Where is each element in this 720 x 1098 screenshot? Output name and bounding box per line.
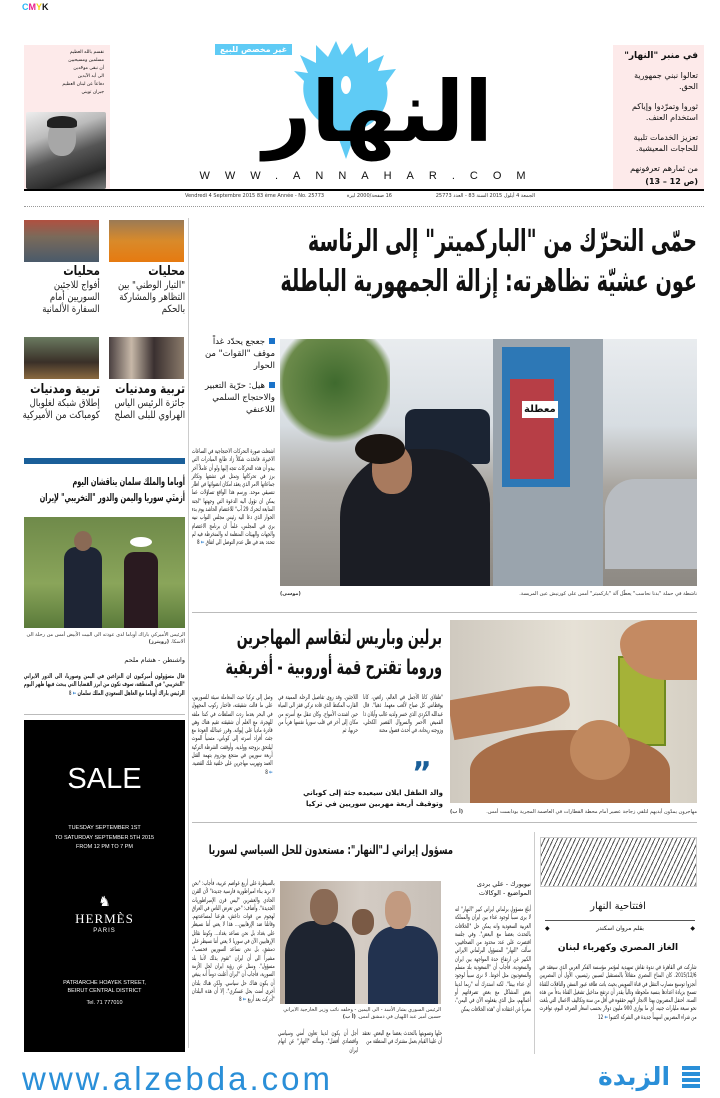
- lead-bullets: [192, 336, 275, 416]
- migrants-col: "طفلاي كانا الأجمل في العالم، رائعين، كانا يوقظانني كل صباح لألعب معهما. ذهبا". قال عبدالله الكردي الذي خسر ولديه غالب وآيلان ذا القميص الأحمر والسروال القصير الكحلي، وزوجته ريحانة، في أحدث فصول محنة: [362, 694, 443, 735]
- editorial-author: ◆ بقلم مروان اسكندر ◆: [545, 925, 695, 932]
- obama-body: قال مسؤولون أميركيون ان النزاعين في اليمن وسوريا، الى الدور الايراني "التخريبي" في المنطقة، سوف تكون من ابرز القضايا التي يبحث فيها ظهر اليوم الرئيس باراك أوباما مع العاهل السعودي الملك سلمان ← 8: [24, 673, 185, 697]
- editorial-headline[interactable]: الغاز المصري وكهرباء لبنان: [557, 943, 679, 953]
- jump-page[interactable]: 8: [69, 689, 72, 697]
- jump-arrow-icon: ←: [73, 689, 77, 697]
- teaser[interactable]: [105, 382, 185, 422]
- teaser-text: "التيار الوطني" بين التظاهر والمشاركة بالحكم: [117, 280, 185, 315]
- oath-line: دفاعاً عن لبنان العظيم: [62, 82, 104, 87]
- iran-caption: الرئيس السوري بشار الأسد - الى اليمين - وخلفه نائب وزير الخارجية الايراني حسين أمير عبد اللهيان في دمشق أمس. (أ ب): [283, 1007, 441, 1020]
- lead-photo-credit: (موسى): [280, 591, 301, 597]
- oath-line: الى أبد الآبدين: [77, 74, 104, 79]
- lead-photo-caption: ناشطة في حملة "بدنا نحاسب" يعطّل آلة "باركميتر" أمس على كورنيش عين المريسة.: [519, 591, 697, 597]
- migrants-headline[interactable]: برلين وباريس لتقاسم المهاجرين وروما تقترح قمة أوروبية - أفريقية: [225, 625, 442, 679]
- migrants-photo: [450, 620, 697, 803]
- ad-date-line: TO SATURDAY SEPTEMBER 5TH 2015: [54, 834, 155, 841]
- migrants-col: اللاجئين. وقد روى تفاصيل الرحلة المميتة في القارب المكتظ الذي قاده تركي قفز الى المياه حين اشتدت الأمواج. وكان تنقل مع أسرته من مكان إلى آخر في قلب سوريا نفسها هرباً من حربها، ثم: [277, 694, 358, 735]
- ad-sale-title: SALE: [67, 763, 142, 795]
- platform-box: [613, 45, 704, 189]
- divider: [24, 714, 185, 715]
- jump-page[interactable]: 12: [598, 1013, 604, 1021]
- diamond-icon: ◆: [690, 925, 695, 932]
- hermes-ad[interactable]: [24, 720, 185, 1052]
- jump-arrow-icon: ←: [243, 996, 247, 1004]
- quote-icon: ”: [412, 756, 432, 791]
- jump-arrow-icon: ←: [605, 1013, 609, 1021]
- column-rule: [188, 218, 189, 1048]
- teaser-section: محليات: [148, 264, 185, 279]
- horse-carriage-icon: ♞: [98, 892, 111, 909]
- watermark-logo: الزبدة: [597, 1062, 671, 1091]
- divider: [545, 920, 695, 921]
- iran-col: حلها وتسويتها بالتحدث بعضنا مع البعض. نعتقد أن علينا القيام بعمل مشترك في المنطقة من: [361, 1030, 442, 1046]
- bullet-item[interactable]: هيل: حرّية التعبير والاحتجاج السلمي اللاعنفي: [192, 380, 275, 416]
- jump-page[interactable]: 8: [265, 768, 269, 776]
- pull-quote: والد الطفل ايلان سيعيده جثة إلى كوباني وتوقيف أربعة مهربين سوريين في تركيا: [303, 789, 443, 808]
- lead-body: اشتعلت صورة التحركات الاحتجاجية في الساعات الاخيرة، فاتخذت شكلاً زاد طابع المبادرات التي يبدو أن هذه التحركات تتجه إليها ولو أن عاملاً آخر برز في تحركاتها وتمثل في تشتتها وتكاثر جماعاتها الامر الذي يعقد امكان انضوائها في اطار تنسيقي موحد. ورسم هذا الواقع تساؤلات عما يمكن ان تؤول اليه الدعوة التي وجهتها "لجنة المتابعة لتحرك 29 آب" للاعتصام الحاشد يوم بدء الحوار الذي دعا اليه رئيس مجلس النواب نبيه بري في المجلس، علماً ان برنامج الاعتصام والجهات والهيئات المنظمة له والمنخرطة فيه لم تتحدد بعد في ظل عدم التوصل الى اتفاق ← 8: [192, 448, 275, 547]
- teaser-section: تربية ومدنيات: [30, 382, 100, 397]
- teaser-text: أفواج للاجئين السوريين أمام السفارة الألمانية: [42, 280, 100, 315]
- date-french: Vendredi 4 Septembre 2015 83 ème Année - No. 25773: [185, 193, 325, 199]
- menu-lines-icon: [682, 1066, 700, 1090]
- portrait-photo: [26, 112, 106, 189]
- jump-page[interactable]: 8: [197, 539, 200, 547]
- masthead-url: WWW.ANNAHAR.COM: [199, 170, 541, 182]
- iran-col: أبلغ مسؤول برلماني ايراني كبير "النهار" انه لا يرى سبباً لوجود عداء بين ايران والمملكة العربية السعودية وانه يمكن حل "الخلافات بالتحدث بعضنا مع البعض". وفي جلسة اقتصرت على عدد محدود من الصحافيين، سألت "النهار" المسؤول البرلماني الايراني الكبير عن ارتفاع حدة المواجهة بين ايران والسعودية، فأجاب أن "السعودية بلد مسلم والسعوديون مثل أخوتنا. لا نرى سبباً لوجود أي عداء بيننا". لكنه استدرك أنه "ربما لدينا بعض المشاكل مع بعض تصرفاتهم أو أعمالهم، مثل الذي يفعلونه الآن في اليمن"، معرباً عن اعتقاده أن "هذه الخلافات يمكن: [455, 906, 531, 1013]
- dotted-divider: [24, 206, 704, 207]
- lead-headline[interactable]: حمّى التحرّك من "الباركميتر" إلى الرئاسة عون عشيّة تظاهرته: إزالة الجمهورية الباطلة: [280, 224, 697, 299]
- platform-item[interactable]: تعزيز الخدمات تلبية للحاجات المعيشية.: [633, 133, 698, 153]
- editorial-section: افتتاحية النهار: [590, 901, 646, 912]
- ad-address: PATRIARCHE HOAYEK STREET,: [63, 979, 146, 986]
- annahar-logo: النهار: [263, 63, 493, 161]
- teaser[interactable]: [22, 264, 100, 316]
- divider: [192, 612, 697, 613]
- price: 16 صفحة/2000 ليرة: [346, 193, 392, 199]
- migrants-col: وصل إلى تركيا حيث المعاملة سيئة للسوريين، على ما قالت شقيقته، فاختار ركوب المجهول في البحر بعدما ردت السلطات في كندا ملفه للهجرة، مع العلم أن شقيقته تقيم هناك وهي قادرة مادياً على إيوائه. وقرر عبدالله العودة مع جثث أفراد أسرته إلى كوباني، متمنياً الموت ليلتحق بزوجته وولديه. وأوقفت الشرطة التركية أربعة سوريين في منتجع بودروم بتهمة القتل العمد وتهريب مهاجرين على خلفية تلك القضية. ← 8: [192, 694, 273, 776]
- platform-title: في منبر "النهار": [624, 51, 698, 61]
- teaser-thumb[interactable]: [24, 337, 99, 379]
- jump-arrow-icon: ←: [269, 768, 273, 776]
- teaser-thumb[interactable]: [109, 220, 184, 262]
- platform-item[interactable]: تعالوا نبني جمهورية الحق.: [634, 71, 698, 91]
- oath-line: نقسم بالله العظيم: [69, 50, 104, 55]
- teaser-text: إطلاق شبكة لغلوبال كومباكت من الأميركية: [22, 398, 100, 421]
- migrants-credit: (أ ب): [450, 809, 464, 815]
- ad-tel: Tel. 71 777010: [86, 999, 123, 1006]
- iran-col: أجل أن يكون لدينا تعاون أمني وسياسي واقتصادي أفضل". وسألته "النهار" عن اتهام ايران: [277, 1030, 358, 1054]
- ad-date-line: TUESDAY SEPTEMBER 1ST: [68, 825, 141, 831]
- section-bar: [24, 458, 185, 464]
- ad-date-line: FROM 12 PM TO 7 PM: [76, 844, 133, 850]
- lead-photo: [280, 339, 697, 586]
- bullet-item[interactable]: جعجع يحدّد غداً موقف "القوات" من الحوار: [192, 336, 275, 372]
- broken-sign: معطلة: [522, 401, 558, 418]
- cmyk-mark: CMYK: [22, 2, 49, 12]
- column-rule: [534, 832, 535, 1054]
- teaser-section: تربية ومدنيات: [115, 382, 185, 397]
- diamond-icon: ◆: [545, 925, 550, 932]
- iran-photo: [280, 881, 441, 1004]
- watermark-url[interactable]: www.alzebda.com: [22, 1060, 333, 1097]
- ad-address: BEIRUT CENTRAL DISTRICT: [67, 988, 142, 994]
- obama-byline: واشنطن - هشام ملحم: [124, 656, 185, 664]
- jump-page[interactable]: 8: [239, 996, 242, 1004]
- platform-item[interactable]: ثوروا وتمرّدوا وإياكم استخدام العنف.: [631, 102, 698, 122]
- teaser-text: جائزة الرئيس الياس الهراوي للبلى الصلح: [114, 398, 185, 421]
- masthead-rule: [24, 189, 704, 191]
- jump-arrow-icon: ←: [201, 539, 205, 547]
- platform-item[interactable]: من ثمارهم تعرفونهم: [630, 164, 698, 173]
- iran-col: بالسيطرة على أربع عواصم عربية، فأجاب: "نحن لا نريد بناء امبراطورية فارسية جديدة" لأن القرن الحادي والعشرين "ليس قرن الإمبراطوريات الجديدة". وأضاف: "حين تعرض الناس في العراق لهجوم من قوات داعش، هرعنا لمساعدتهم. وقاتلنا ضد الإرهابيين... هذا لا يعني أننا نسيطر على بغداد بل نحن نساعد بغداد... وكوننا نقاتل الإرهابيين الآن في سوريا لا يعني أننا نسيطر على دمشق، بل نحن نساعد السوريين فحسب"، مشيراً الى أن ايران "تقوم بذلك لأننا بلد مسؤول". وسئل عن رؤية ايران لحل الأزمة السورية، فأجاب أن "ايران أعلنت دوماً أنه ينبغي أن يكون هناك حل سياسي. ولكن هناك بلدان أخرى أمنت بحل عسكري". إلا أن هذه البلدان "أدركت بعد أربع ← 8: [192, 880, 275, 1004]
- ad-brand: HERMÈS: [75, 910, 134, 926]
- obama-photo: [24, 517, 185, 628]
- editorial-illustration: [540, 837, 697, 887]
- iran-byline: نيويورك - علي بردى المواضيع - الوكالات: [476, 880, 531, 897]
- teaser-section: محليات: [63, 264, 100, 279]
- ad-city: PARIS: [93, 927, 116, 934]
- oath-line: مسلمين ومسيحيين: [68, 58, 104, 63]
- migrants-caption: مهاجرون يمدّون أيديهم لتلقي زجاجة عصير أمام محطة القطارات في العاصمة المجرية بودابست أمس.: [486, 809, 697, 815]
- obama-headline[interactable]: أوباما والملك سلمان يناقشان اليوم أزمتَي سوريا واليمن والدور "التخريبي" لإيران: [39, 476, 186, 504]
- teaser[interactable]: [105, 264, 185, 316]
- obama-caption: الرئيس الأميركي باراك أوباما لدى عودته الى البيت الأبيض أمس من رحلة الى ألاسكا. (رويترز): [26, 632, 185, 645]
- oath-signature: جبران تويني: [81, 90, 104, 95]
- divider: [192, 822, 697, 823]
- teaser-thumb[interactable]: [24, 220, 99, 262]
- platform-pages: (ص 12 – 13): [645, 177, 698, 186]
- date-arabic: الجمعة 4 أيلول 2015 السنة 83 - العدد 25773: [435, 193, 535, 199]
- editorial-body: شاركت في القاهرة في ندوة نقاش تمهيدية لمؤتمر مؤسسة الفكر العربي الذي سيعقد في 2015/12/6. كان المناخ المصري متفائلاً بالمستقبل لسببين رئيسيين، الأول أن المصريين أنجزوا توسيع مسارب التنقل في قناة السويس بحيث باتت طاقة عبور السفن والناقلات للقناة تسمح بزيادة اعدادها بنسبة ملحوظة وتالياً يقدر أن ترتفع مداخيل تشغيل القناة بدءاً من هذه السنة. احتفل المصريون بهذا الانجاز لانهم حققوه في أقل من سنة وتكاليف الاعمال التي بلغت نحو سبعة مليارات جنيه، أي ما يوازي 900 مليون دولار بحسب اسعار الصرف اليوم، توافرت من شراء المصريين اسهماً جديدة في الشركة اكتتبوا ← 12: [540, 964, 697, 1021]
- iran-headline[interactable]: مسؤول إيراني لـ"النهار": مستعدون للحل السياسي لسوريا: [208, 842, 453, 857]
- teaser-thumb[interactable]: [109, 337, 184, 379]
- not-for-sale-tag: غير مخصص للبيع: [215, 44, 292, 55]
- oath-line: أن نبقى موحّدين: [73, 66, 104, 71]
- teaser[interactable]: [22, 382, 100, 422]
